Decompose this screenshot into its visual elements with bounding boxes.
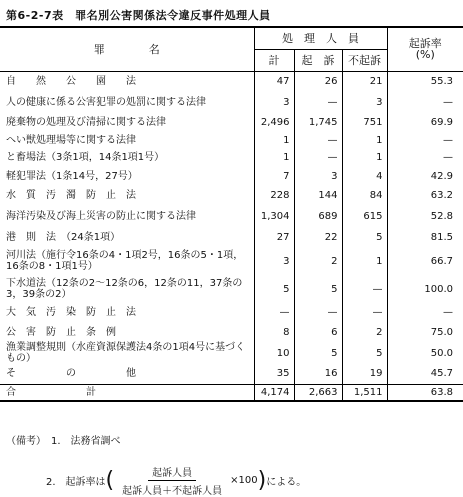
total-count: 4,174: [254, 384, 294, 401]
table-row: [0, 275, 463, 303]
offense-name: と畜場法（3条1項，14条1項1号）: [6, 152, 165, 163]
not-prosecuted-count: 1: [342, 132, 387, 149]
not-prosecuted-count: 84: [342, 186, 387, 205]
total-count: 3: [254, 91, 294, 113]
total-count: 35: [254, 364, 294, 384]
prosecution-rate: 100.0: [387, 275, 463, 303]
table-row: [0, 364, 463, 384]
prosecuted-count: 26: [294, 71, 342, 91]
table-row: [0, 91, 463, 113]
table-row: [0, 166, 463, 186]
not-prosecuted-count: —: [342, 303, 387, 322]
header-not-prosecuted: 不起訴: [342, 49, 387, 71]
offense-name: 下水道法（12条の2～12条の6，12条の11，37条の3，39条の2）: [6, 278, 243, 300]
note-2: 2. 起訴率は ( $\frac{\text{起訴人員}}{\text{起訴人員＋不起訴人員}}$ ×100 ) による。: [46, 464, 306, 497]
prosecution-rate: 45.7: [387, 364, 463, 384]
total-count: 47: [254, 71, 294, 91]
header-prosecuted: 起 訴: [294, 49, 342, 71]
not-prosecuted-count: 4: [342, 166, 387, 186]
offense-name: 合 計: [0, 384, 254, 401]
total-count: 5: [254, 275, 294, 303]
offense-name: 軽犯罪法（1条14号，27号）: [6, 170, 138, 182]
prosecution-rate: —: [387, 149, 463, 166]
prosecuted-count: —: [294, 149, 342, 166]
prosecuted-count: 689: [294, 205, 342, 227]
offense-name: へい獣処理場等に関する法律: [6, 135, 136, 146]
table-row: [0, 186, 463, 205]
offense-name: 自 然 公 園 法: [6, 75, 136, 87]
offense-name: 公 害 防 止 条 例: [6, 326, 116, 338]
total-count: —: [254, 303, 294, 322]
prosecuted-count: 3: [294, 166, 342, 186]
not-prosecuted-count: 751: [342, 113, 387, 132]
not-prosecuted-count: 1,511: [342, 384, 387, 401]
prosecution-rate: 50.0: [387, 342, 463, 364]
header-offense: 罪 名: [0, 27, 254, 71]
prosecution-rate: 66.7: [387, 247, 463, 275]
prosecution-rate: 81.5: [387, 227, 463, 247]
not-prosecuted-count: 19: [342, 364, 387, 384]
prosecuted-count: 2: [294, 247, 342, 275]
table-row: [0, 205, 463, 227]
total-count: 228: [254, 186, 294, 205]
table-row: [0, 71, 463, 91]
offense-name: そ の 他: [6, 368, 136, 380]
not-prosecuted-count: 2: [342, 322, 387, 342]
prosecution-rate: —: [387, 91, 463, 113]
offense-name: 河川法（施行令16条の4・1項2号，16条の5・1項，16条の8・1項1号）: [6, 250, 244, 272]
offense-name: 漁業調整規則（水産資源保護法4条の1項4号に基づくもの）: [6, 342, 246, 364]
not-prosecuted-count: 3: [342, 91, 387, 113]
prosecuted-count: 5: [294, 275, 342, 303]
table-row: [0, 149, 463, 166]
prosecuted-count: 6: [294, 322, 342, 342]
total-count: 8: [254, 322, 294, 342]
prosecuted-count: 5: [294, 342, 342, 364]
table-row: [0, 132, 463, 149]
not-prosecuted-count: —: [342, 275, 387, 303]
prosecuted-count: 16: [294, 364, 342, 384]
total-row: [0, 384, 463, 401]
total-count: 2,496: [254, 113, 294, 132]
total-count: 1: [254, 149, 294, 166]
header-processed: 処 理 人 員: [254, 27, 387, 49]
prosecuted-count: —: [294, 303, 342, 322]
not-prosecuted-count: 5: [342, 227, 387, 247]
prosecuted-count: 1,745: [294, 113, 342, 132]
prosecution-rate: 52.8: [387, 205, 463, 227]
not-prosecuted-count: 5: [342, 342, 387, 364]
prosecution-rate: 69.9: [387, 113, 463, 132]
prosecution-rate: 63.2: [387, 186, 463, 205]
note-1: （備考） 1. 法務省調べ: [6, 436, 121, 447]
prosecution-rate: 42.9: [387, 166, 463, 186]
offense-name: 廃棄物の処理及び清掃に関する法律: [6, 117, 166, 128]
offense-name: 人の健康に係る公害犯罪の処罰に関する法律: [6, 96, 206, 108]
prosecuted-count: 144: [294, 186, 342, 205]
not-prosecuted-count: 21: [342, 71, 387, 91]
prosecuted-count: 22: [294, 227, 342, 247]
table-row: [0, 227, 463, 247]
table-row: [0, 342, 463, 364]
table-row: [0, 322, 463, 342]
table-title: 第6-2-7表 罪名別公害関係法令違反事件処理人員: [6, 9, 271, 22]
rate-formula: $\frac{\text{起訴人員}}{\text{起訴人員＋不起訴人員}}$: [118, 464, 226, 497]
header-total: 計: [254, 49, 294, 71]
offense-name: 海洋汚染及び海上災害の防止に関する法律: [6, 210, 196, 222]
offense-name: 水 質 汚 濁 防 止 法: [6, 190, 136, 201]
offense-table: [0, 26, 463, 402]
prosecution-rate: 75.0: [387, 322, 463, 342]
header-rate: 起訴率 (%): [387, 27, 463, 71]
table-row: [0, 303, 463, 322]
prosecuted-count: —: [294, 132, 342, 149]
not-prosecuted-count: 615: [342, 205, 387, 227]
total-count: 1,304: [254, 205, 294, 227]
prosecution-rate: 55.3: [387, 71, 463, 91]
total-count: 10: [254, 342, 294, 364]
total-count: 27: [254, 227, 294, 247]
offense-name: 港 則 法 （24条1項）: [6, 231, 121, 243]
total-count: 3: [254, 247, 294, 275]
prosecution-rate: —: [387, 132, 463, 149]
prosecution-rate: 63.8: [387, 384, 463, 401]
prosecuted-count: —: [294, 91, 342, 113]
not-prosecuted-count: 1: [342, 149, 387, 166]
not-prosecuted-count: 1: [342, 247, 387, 275]
offense-name: 大 気 汚 染 防 止 法: [6, 307, 136, 318]
prosecuted-count: 2,663: [294, 384, 342, 401]
total-count: 7: [254, 166, 294, 186]
table-row: [0, 247, 463, 275]
total-count: 1: [254, 132, 294, 149]
table-row: [0, 113, 463, 132]
prosecution-rate: —: [387, 303, 463, 322]
